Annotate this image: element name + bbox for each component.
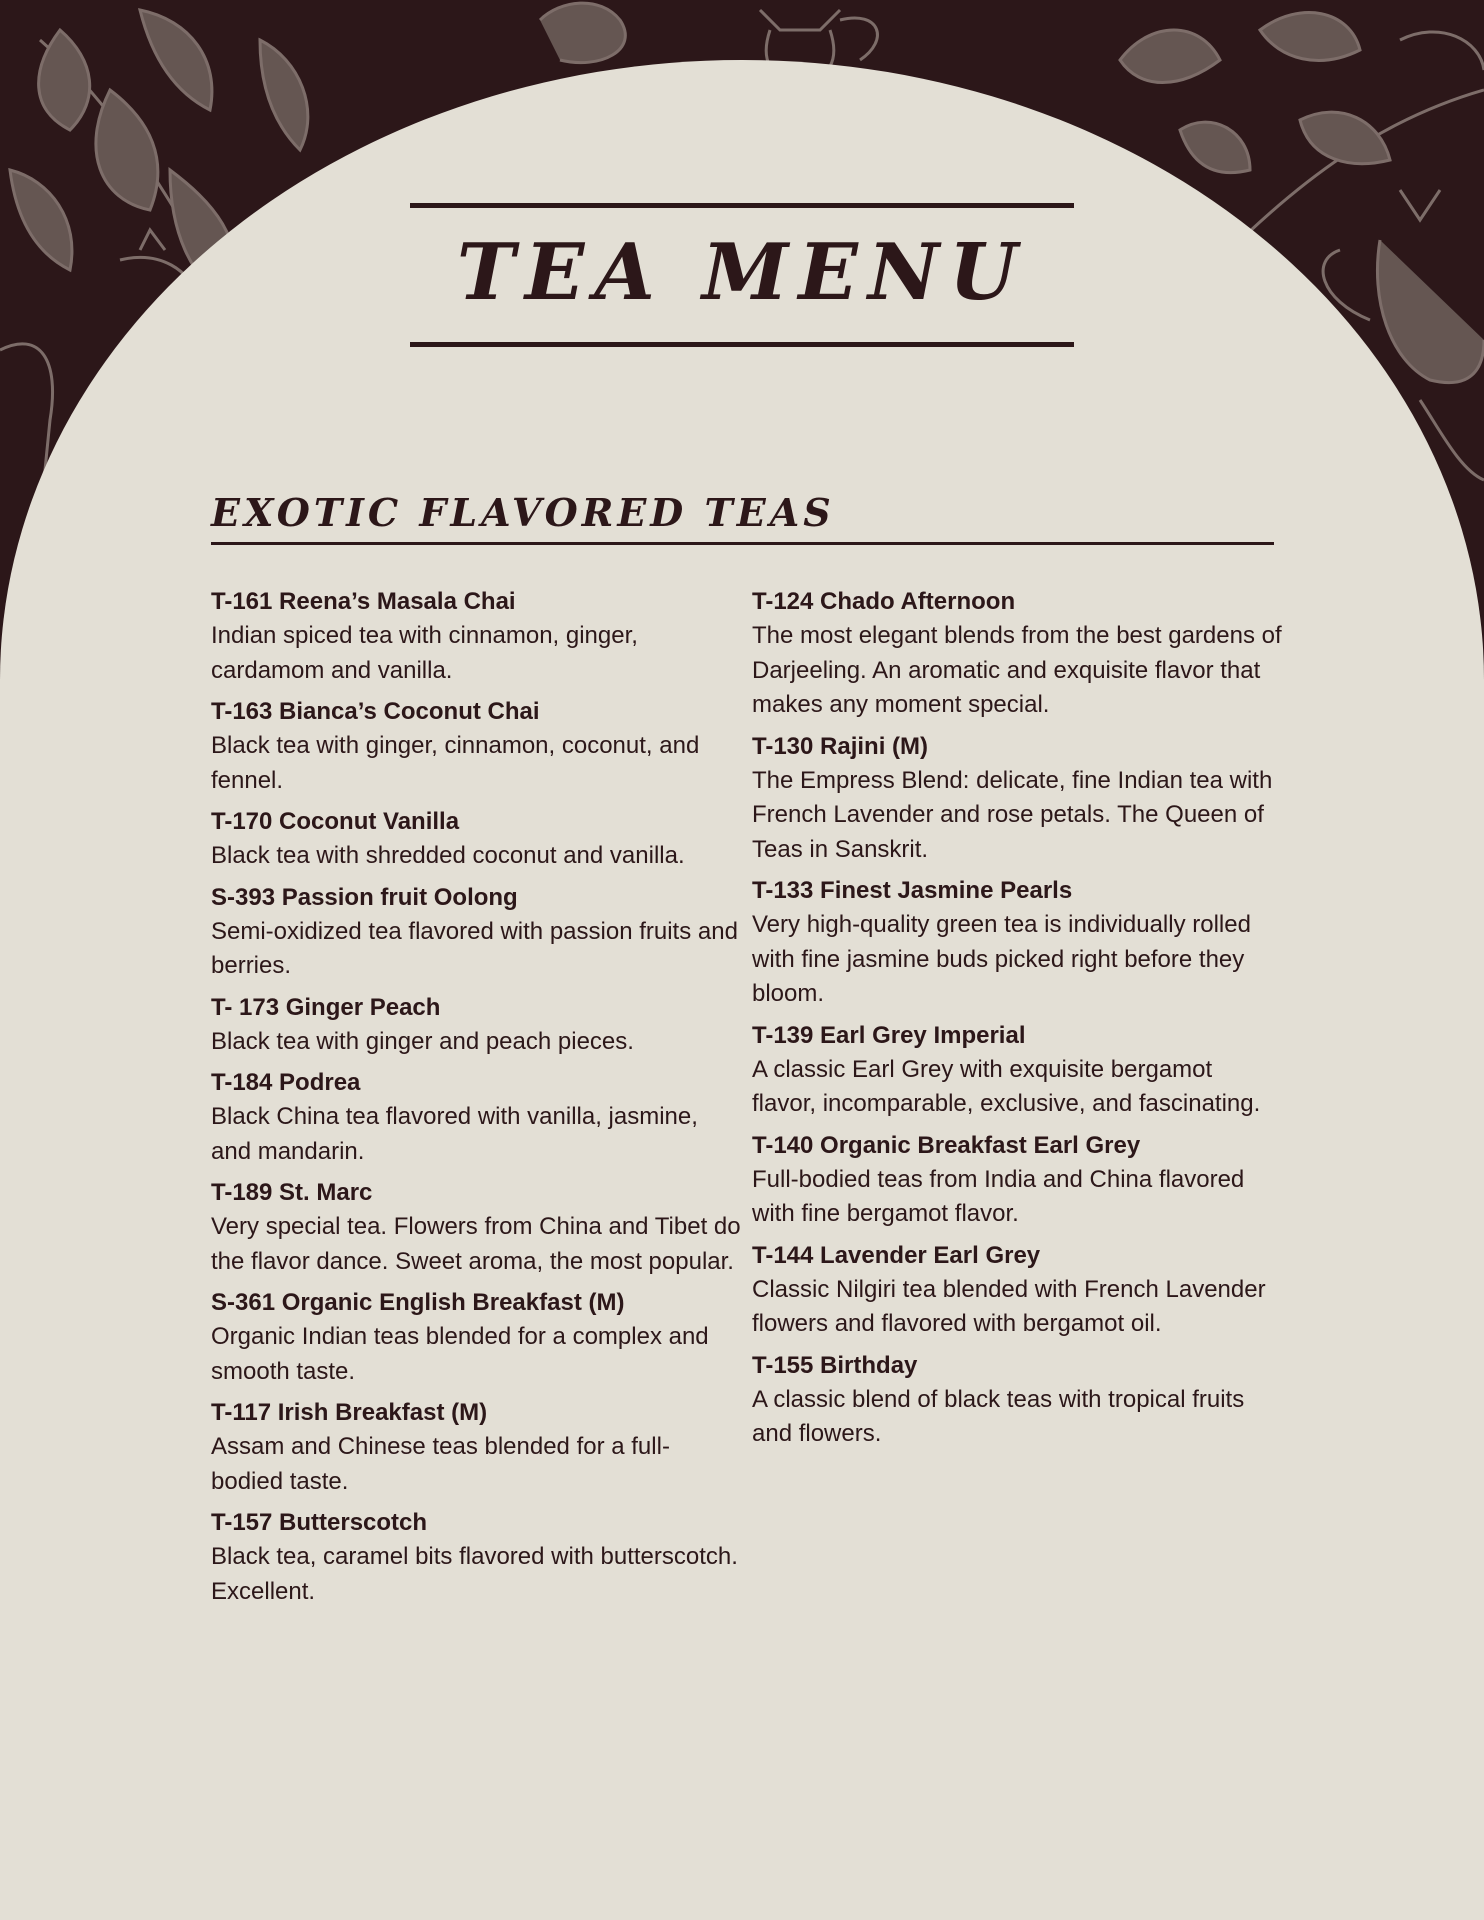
- menu-item: [211, 1066, 741, 1169]
- menu-item-description: The most elegant blends from the best gardens of Darjeeling. An aromatic and exquisite flavor that makes any moment special.: [752, 622, 1282, 718]
- menu-item-description: Black tea with ginger and peach pieces.: [211, 1027, 634, 1055]
- title-bottom-rule: [410, 342, 1074, 347]
- menu-item-name: T-130 Rajini (M): [752, 732, 929, 760]
- left-menu-column: [211, 585, 741, 1616]
- menu-item: [211, 1396, 741, 1499]
- menu-item: [752, 874, 1282, 1012]
- menu-item: [211, 1176, 741, 1279]
- menu-item-name: T-117 Irish Breakfast (M): [211, 1399, 488, 1426]
- menu-item-name: S-361 Organic English Breakfast (M): [211, 1289, 625, 1316]
- menu-item-description: Assam and Chinese teas blended for a full-bodied taste.: [211, 1433, 670, 1495]
- menu-item: [211, 881, 741, 984]
- menu-item: [211, 805, 741, 874]
- menu-item: [752, 1239, 1282, 1342]
- menu-item-name: T-157 Butterscotch: [211, 1509, 428, 1536]
- menu-item-name: T-140 Organic Breakfast Earl Grey: [752, 1131, 1141, 1159]
- menu-item-name: T-124 Chado Afternoon: [752, 588, 1016, 615]
- menu-item-name: T-144 Lavender Earl Grey: [752, 1241, 1041, 1269]
- menu-item: [752, 1349, 1282, 1452]
- menu-item: [211, 1506, 741, 1609]
- menu-item-description: Full-bodied teas from India and China flavored with fine bergamot flavor.: [752, 1165, 1245, 1227]
- menu-item: [752, 585, 1282, 723]
- menu-item: [211, 991, 741, 1060]
- menu-item-description: Indian spiced tea with cinnamon, ginger, cardamom and vanilla.: [211, 622, 638, 684]
- menu-item: [752, 1129, 1282, 1232]
- menu-item-description: Black tea with ginger, cinnamon, coconut, and fennel.: [211, 732, 700, 794]
- menu-item-name: T-139 Earl Grey Imperial: [752, 1021, 1026, 1049]
- menu-item-name: T-155 Birthday: [752, 1351, 918, 1379]
- menu-item-description: Black tea with shredded coconut and vanilla.: [211, 842, 685, 869]
- menu-item-name: T-163 Bianca’s Coconut Chai: [211, 698, 540, 725]
- menu-item: [211, 585, 741, 688]
- menu-item-description: The Empress Blend: delicate, fine Indian tea with French Lavender and rose petals. The Queen of Teas in Sanskrit.: [752, 766, 1273, 863]
- menu-item-description: Black tea, caramel bits flavored with butterscotch. Excellent.: [211, 1543, 738, 1605]
- menu-item-description: Organic Indian teas blended for a complex and smooth taste.: [211, 1323, 709, 1385]
- menu-item-description: Very high-quality green tea is individually rolled with fine jasmine buds picked right before they bloom.: [752, 911, 1251, 1007]
- menu-item-name: T-184 Podrea: [211, 1069, 361, 1096]
- page-title: TEA MENU: [456, 227, 1028, 318]
- menu-item: [211, 695, 741, 798]
- menu-item-name: T-133 Finest Jasmine Pearls: [752, 877, 1073, 904]
- right-menu-column: [752, 585, 1282, 1459]
- menu-item-name: T-189 St. Marc: [211, 1179, 373, 1206]
- menu-item-description: A classic Earl Grey with exquisite bergamot flavor, incomparable, exclusive, and fascinating.: [752, 1055, 1261, 1117]
- menu-item-name: T-161 Reena’s Masala Chai: [211, 588, 516, 615]
- menu-item-description: Semi-oxidized tea flavored with passion fruits and berries.: [211, 917, 738, 979]
- menu-item: [752, 730, 1282, 868]
- menu-item-description: Very special tea. Flowers from China and Tibet do the flavor dance. Sweet aroma, the most popular.: [211, 1213, 741, 1275]
- menu-item-name: T- 173 Ginger Peach: [211, 993, 441, 1021]
- menu-item: [211, 1286, 741, 1389]
- title-block: [410, 203, 1074, 347]
- menu-item: [752, 1019, 1282, 1122]
- menu-item-name: T-170 Coconut Vanilla: [211, 808, 460, 835]
- menu-item-name: S-393 Passion fruit Oolong: [211, 883, 518, 911]
- section-title: EXOTIC FLAVORED TEAS: [211, 488, 1274, 545]
- menu-item-description: A classic blend of black teas with tropical fruits and flowers.: [752, 1385, 1245, 1447]
- menu-item-description: Black China tea flavored with vanilla, jasmine, and mandarin.: [211, 1103, 698, 1165]
- menu-item-description: Classic Nilgiri tea blended with French Lavender flowers and flavored with bergamot oil.: [752, 1275, 1266, 1337]
